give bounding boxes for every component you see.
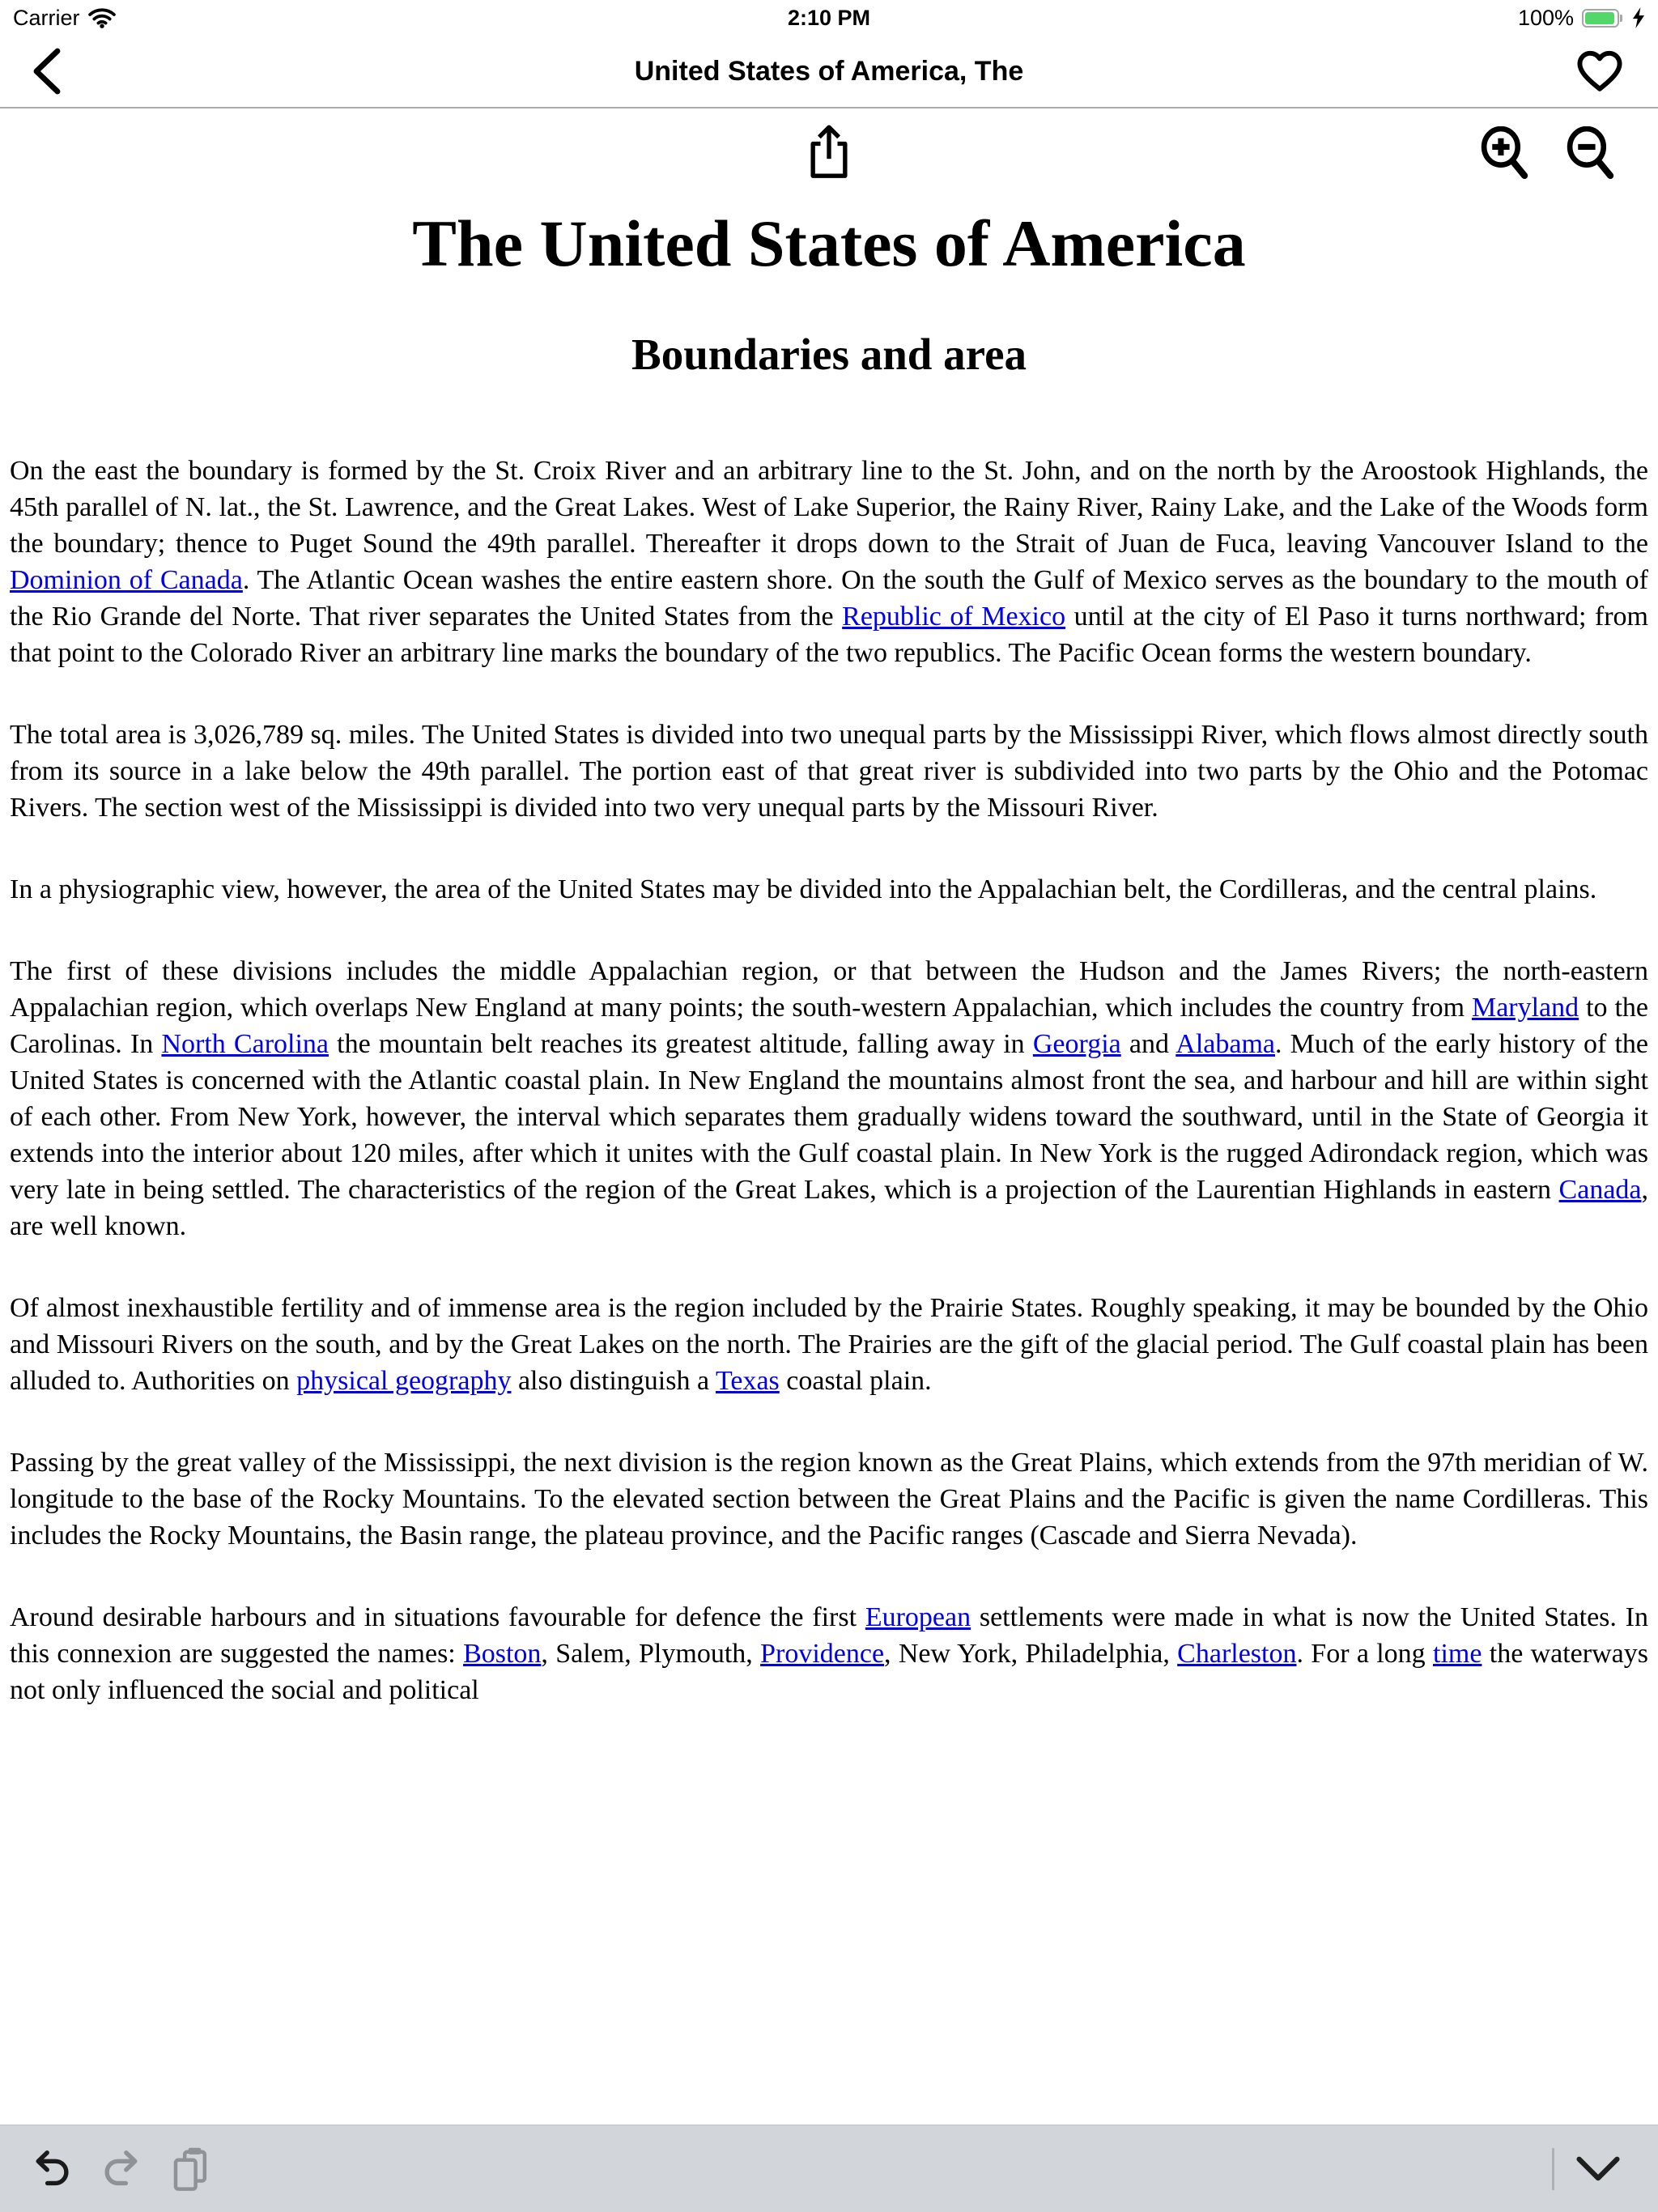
chevron-left-icon	[32, 48, 62, 95]
share-button[interactable]	[806, 123, 852, 181]
paragraph-text: . For a long	[1296, 1638, 1433, 1669]
paragraph-text: . The Atlantic Ocean washes the entire eastern shore. On the south the Gulf of Mexico serves as the boundary to the mouth of the Rio Grande del Norte. That river separates the United States from the	[10, 564, 1649, 632]
article-link[interactable]: European	[865, 1602, 971, 1632]
paragraph-text: also distinguish a	[511, 1365, 716, 1396]
article-link[interactable]: Providence	[760, 1638, 885, 1669]
battery-icon	[1582, 9, 1619, 28]
toolbar-divider	[1552, 2148, 1554, 2190]
undo-icon	[29, 2148, 74, 2190]
battery-percent: 100%	[1517, 5, 1574, 30]
article-link[interactable]: North Carolina	[161, 1028, 329, 1059]
article-body	[10, 453, 1648, 1708]
paragraph-text: , New York, Philadelphia,	[884, 1638, 1178, 1669]
carrier-label: Carrier	[13, 5, 80, 30]
article-link[interactable]: Dominion of Canada	[10, 564, 243, 595]
paragraph-text: , Salem, Plymouth,	[541, 1638, 761, 1669]
paragraph	[10, 453, 1648, 671]
status-bar	[0, 0, 1658, 36]
paragraph	[10, 1290, 1648, 1399]
bottom-toolbar	[0, 2125, 1658, 2212]
article-link[interactable]: time	[1433, 1638, 1482, 1669]
paragraph-text: the waterways not only influenced the social and political	[10, 1638, 1648, 1705]
nav-bar	[0, 36, 1658, 108]
paste-button[interactable]	[168, 2146, 214, 2192]
paragraph-text: settlements were made in what is now the United States. In this connexion are suggested the names:	[10, 1602, 1648, 1669]
article-link[interactable]: Republic of Mexico	[842, 601, 1066, 632]
magnifier-minus-icon	[1566, 126, 1616, 180]
article-link[interactable]: Maryland	[1471, 992, 1579, 1023]
magnifier-plus-icon	[1480, 126, 1530, 180]
paragraph-text: , are well known.	[10, 1174, 1648, 1241]
paragraph	[10, 1599, 1648, 1708]
paragraph	[10, 953, 1648, 1244]
redo-icon	[99, 2148, 144, 2190]
article-subtitle: Boundaries and area	[631, 330, 1027, 380]
article-link[interactable]: physical geography	[296, 1365, 512, 1396]
article-link[interactable]: Alabama	[1175, 1028, 1275, 1059]
paragraph-text: to the Carolinas. In	[10, 992, 1648, 1059]
back-button[interactable]	[23, 47, 71, 96]
page-title: United States of America, The	[634, 55, 1024, 87]
paragraph	[10, 871, 1648, 908]
paragraph	[10, 717, 1648, 826]
paragraph-text: until at the city of El Paso it turns northward; from that point to the Colorado River an arbitrary line marks the boundary of the two republics. The Pacific Ocean forms the western boundary.	[10, 601, 1648, 668]
article-link[interactable]: Boston	[463, 1638, 542, 1669]
document-toolbar	[10, 118, 1648, 186]
zoom-out-button[interactable]	[1566, 126, 1616, 180]
article-link[interactable]: Georgia	[1032, 1028, 1121, 1059]
heart-icon	[1576, 50, 1623, 92]
zoom-in-button[interactable]	[1480, 126, 1530, 180]
paragraph-text: . Much of the early history of the United States is concerned with the Atlantic coastal plain. In New England the mountains almost front the sea, and harbour and hill are within sight of each other. From New York, however, the interval which separates them gradually widens toward the southward, until in the State of Georgia it extends into the interior about 120 miles, after which it unites with the Gulf coastal plain. In New York is the rugged Adirondack region, which was very late in being settled. The characteristics of the region of the Great Lakes, which is a projection of the Laurentian Highlands in eastern	[10, 1028, 1649, 1205]
article-link[interactable]: Canada	[1558, 1174, 1642, 1205]
share-icon	[806, 123, 852, 181]
battery-tip	[1620, 15, 1622, 22]
collapse-toolbar-button[interactable]	[1575, 2146, 1621, 2192]
clipboard-icon	[169, 2146, 213, 2192]
paragraph-text: On the east the boundary is formed by the St. Croix River and an arbitrary line to the St. John, and on the north by the Aroostook Highlands, the 45th parallel of N. lat., the St. Lawrence, and the Great Lakes. West of Lake Superior, the Rainy River, Rainy Lake, and the Lake of the Woods form the boundary; thence to Puget Sound the 49th parallel. Thereafter it drops down to the Strait of Juan de Fuca, leaving Vancouver Island to the	[10, 455, 1648, 559]
favorite-button[interactable]	[1574, 45, 1626, 97]
paragraph-text: Of almost inexhaustible fertility and of immense area is the region included by the Prairie States. Roughly speaking, it may be bounded by the Ohio and Missouri Rivers on the south, and by the Great Lakes on the north. The Prairies are the gift of the glacial period. The Gulf coastal plain has been alluded to. Authorities on	[10, 1292, 1648, 1396]
paragraph-text: coastal plain.	[779, 1365, 932, 1396]
chevron-down-icon	[1575, 2154, 1622, 2184]
wifi-icon	[88, 7, 116, 28]
undo-button[interactable]	[29, 2146, 74, 2192]
charging-bolt-icon	[1632, 7, 1645, 28]
article-view	[0, 118, 1658, 1708]
paragraph-text: the mountain belt reaches its greatest altitude, falling away in	[329, 1028, 1033, 1059]
clock: 2:10 PM	[787, 5, 871, 30]
paragraph-text: and	[1120, 1028, 1176, 1059]
article-title: The United States of America	[412, 206, 1246, 280]
article-link[interactable]: Charleston	[1177, 1638, 1297, 1669]
paragraph-text: Passing by the great valley of the Mississippi, the next division is the region known as the Great Plains, which extends from the 97th meridian of W. longitude to the base of the Rocky Mountains. To the elevated section between the Great Plains and the Pacific is given the name Cordilleras. This includes the Rocky Mountains, the Basin range, the plateau province, and the Pacific ranges (Cascade and Sierra Nevada).	[10, 1447, 1648, 1551]
paragraph	[10, 1444, 1648, 1554]
paragraph-text: Around desirable harbours and in situations favourable for defence the first	[10, 1602, 865, 1632]
paragraph-text: In a physiographic view, however, the area of the United States may be divided into the Appalachian belt, the Cordilleras, and the central plains.	[10, 874, 1597, 904]
paragraph-text: The total area is 3,026,789 sq. miles. The United States is divided into two unequal parts by the Mississippi River, which flows almost directly south from its source in a lake below the 49th parallel. The portion east of that great river is subdivided into two parts by the Ohio and the Potomac Rivers. The section west of the Mississippi is divided into two very unequal parts by the Missouri River.	[10, 719, 1648, 823]
paragraph-text: The first of these divisions includes the middle Appalachian region, or that between the Hudson and the James Rivers; the north-eastern Appalachian region, which overlaps New England at many points; the south-western Appalachian, which includes the country from	[10, 955, 1648, 1023]
article-link[interactable]: Texas	[715, 1365, 780, 1396]
redo-button[interactable]	[99, 2146, 144, 2192]
